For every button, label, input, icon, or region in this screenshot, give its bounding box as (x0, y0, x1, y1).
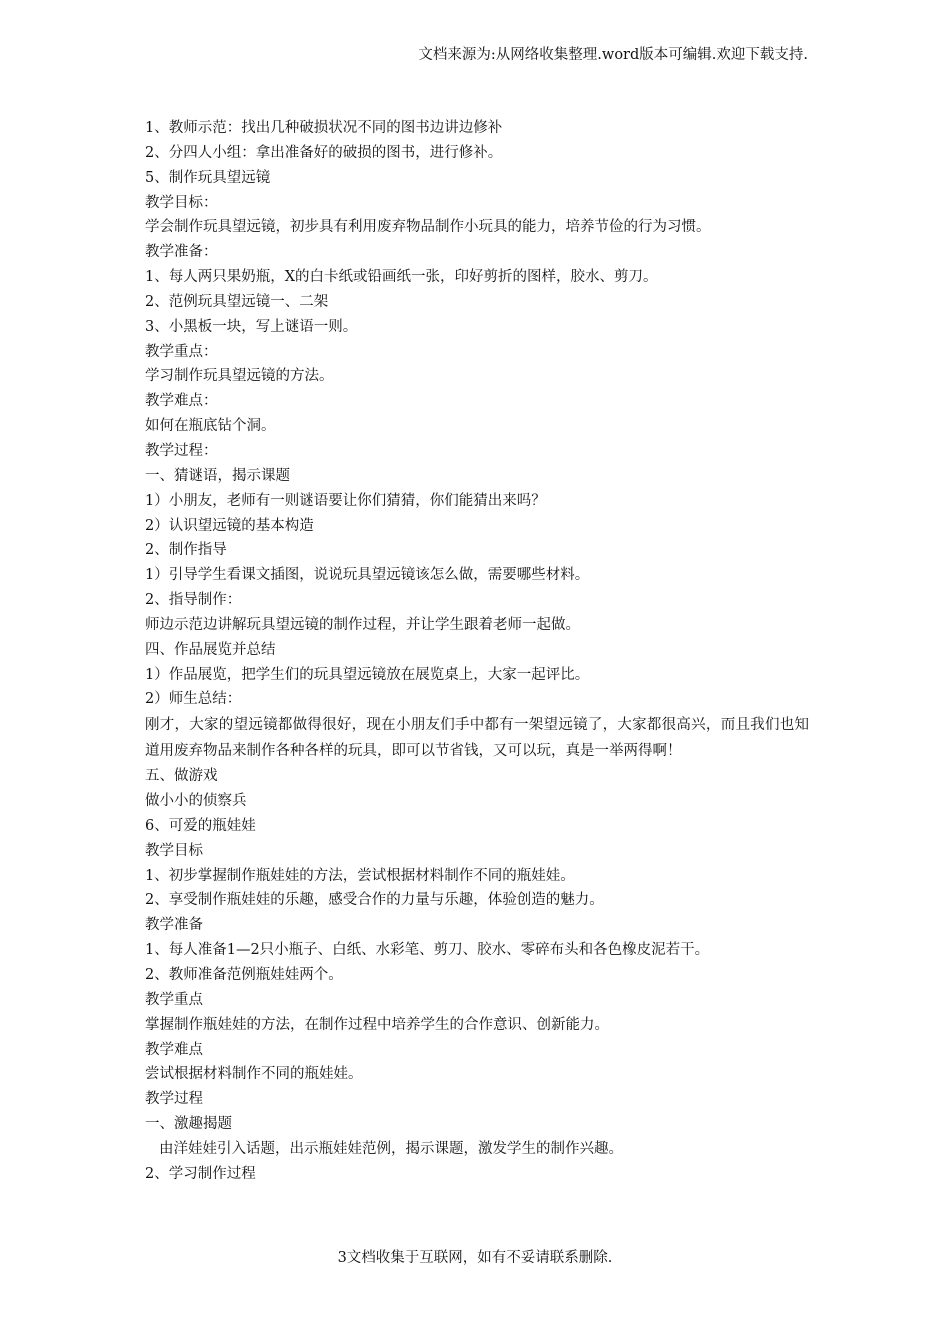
section-heading: 5、制作玩具望远镜 (145, 169, 271, 186)
text-line: 一、猜谜语，揭示课题 (145, 467, 290, 484)
text-line: 四、作品展览并总结 (145, 641, 276, 658)
text-line: 1、每人准备1—2只小瓶子、白纸、水彩笔、剪刀、胶水、零碎布头和各色橡皮泥若干。 (145, 942, 710, 959)
text-line: 3、小黑板一块，写上谜语一则。 (145, 318, 358, 335)
text-line: 五、做游戏 (145, 768, 218, 785)
text-line: 教学过程 (145, 1091, 203, 1108)
text-line: 学习制作玩具望远镜的方法。 (145, 368, 334, 385)
text-line: 2）认识望远镜的基本构造 (145, 517, 314, 534)
indented-text-line: 由洋娃娃引入话题，出示瓶娃娃范例，揭示课题，激发学生的制作兴趣。 (159, 1140, 623, 1157)
text-line: 师边示范边讲解玩具望远镜的制作过程，并让学生跟着老师一起做。 (145, 616, 580, 633)
text-line: 1、每人两只果奶瓶，X的白卡纸或铅画纸一张，印好剪折的图样，胶水、剪刀。 (145, 269, 658, 286)
text-line: 1、教师示范：找出几种破损状况不同的图书边讲边修补 (145, 120, 503, 136)
text-line: 2、制作指导 (145, 542, 227, 559)
text-line: 教学难点 (145, 1041, 203, 1058)
summary-paragraph: 刚才，大家的望远镜都做得很好，现在小朋友们手中都有一架望远镜了，大家都很高兴，而且我们也知道用废弃物品来制作各种各样的玩具，即可以节省钱，又可以玩，真是一举两得啊！ (145, 717, 809, 760)
text-line: 1）引导学生看课文插图，说说玩具望远镜该怎么做，需要哪些材料。 (145, 567, 590, 584)
text-line: 教学目标： (145, 194, 218, 211)
text-line: 2）师生总结： (145, 691, 242, 708)
section-heading: 6、可爱的瓶娃娃 (145, 817, 256, 834)
text-line: 1）作品展览，把学生们的玩具望远镜放在展览桌上，大家一起评比。 (145, 666, 590, 683)
page-header: 文档来源为:从网络收集整理.word版本可编辑.欢迎下载支持. (418, 47, 808, 63)
text-line: 教学准备 (145, 917, 203, 934)
text-line: 1）小朋友，老师有一则谜语要让你们猜猜，你们能猜出来吗？ (145, 492, 546, 509)
text-line: 2、范例玩具望远镜一、二架 (145, 293, 329, 310)
text-line: 学会制作玩具望远镜，初步具有利用废弃物品制作小玩具的能力，培养节俭的行为习惯。 (145, 219, 711, 236)
text-line: 教学重点： (145, 343, 218, 360)
text-line: 掌握制作瓶娃娃的方法，在制作过程中培养学生的合作意识、创新能力。 (145, 1016, 609, 1033)
text-line: 教学过程： (145, 442, 218, 459)
text-line: 教学目标 (145, 842, 203, 859)
text-line: 2、分四人小组：拿出准备好的破损的图书，进行修补。 (145, 144, 503, 161)
text-line: 2、享受制作瓶娃娃的乐趣，感受合作的力量与乐趣，体验创造的魅力。 (145, 892, 604, 909)
text-line: 2、指导制作： (145, 592, 242, 609)
text-line: 教学重点 (145, 991, 203, 1008)
text-line: 1、初步掌握制作瓶娃娃的方法，尝试根据材料制作不同的瓶娃娃。 (145, 867, 575, 884)
text-line: 教学准备： (145, 244, 218, 261)
text-line: 做小小的侦察兵 (145, 793, 247, 810)
page-footer: 3文档收集于互联网，如有不妥请联系删除. (337, 1250, 613, 1266)
text-line: 2、教师准备范例瓶娃娃两个。 (145, 967, 343, 983)
text-line: 教学难点： (145, 393, 218, 410)
text-line: 如何在瓶底钻个洞。 (145, 418, 276, 435)
document-body (145, 116, 809, 1187)
text-line: 一、激趣揭题 (145, 1116, 232, 1133)
text-line: 尝试根据材料制作不同的瓶娃娃。 (145, 1066, 363, 1083)
text-line: 2、学习制作过程 (145, 1165, 256, 1182)
